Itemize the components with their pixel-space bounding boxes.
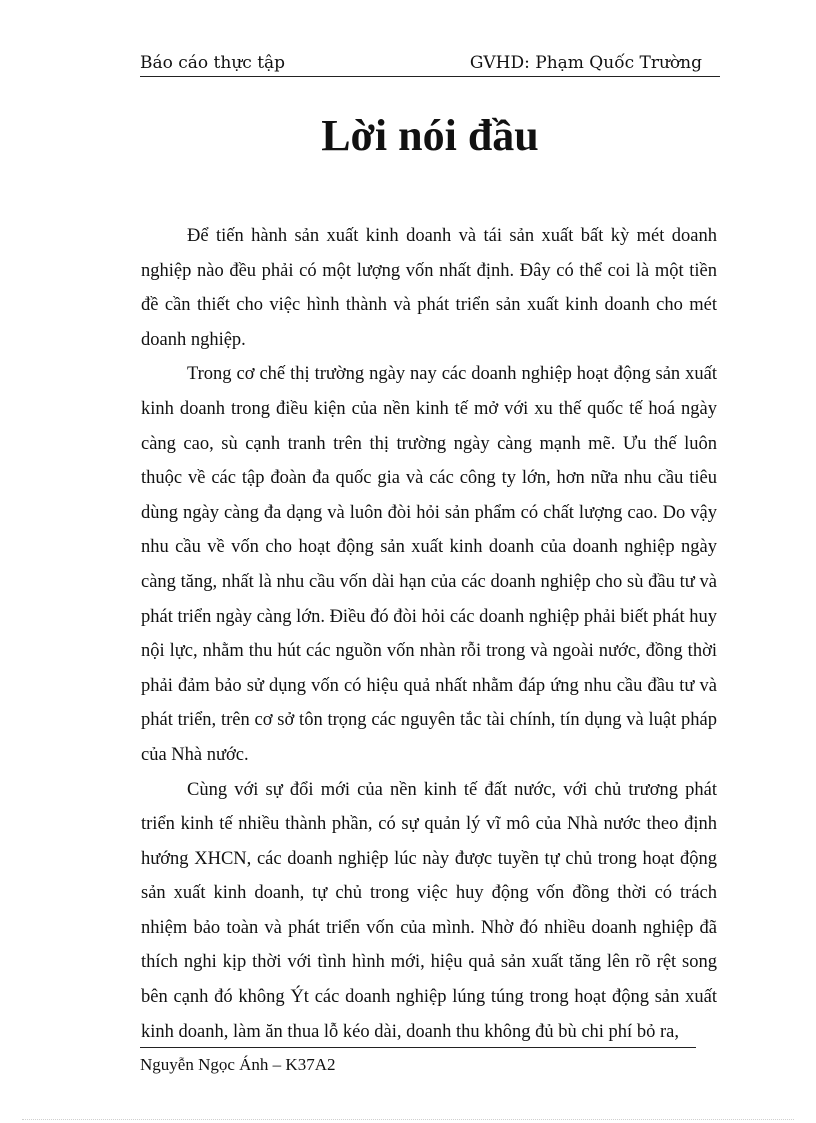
body-text	[141, 219, 717, 1049]
page-edge	[22, 1119, 794, 1120]
paragraph: Cùng với sự đổi mới của nền kinh tế đất nước, với chủ trương phát triển kinh tế nhiều thành phần, có sự quản lý vĩ mô của Nhà nước theo định hướng XHCN, các doanh nghiệp lúc này được tuyền tự chủ trong hoạt động sản xuất kinh doanh, tự chủ trong việc huy động vốn đồng thời có trách nhiệm bảo toàn và phát triển vốn của mình. Nhờ đó nhiều doanh nghiệp đã thích nghi kịp thời với tình hình mới, hiệu quả sản xuất tăng lên rõ rệt song bên cạnh đó không Ýt các doanh nghiệp lúng túng trong hoạt động sản xuất kinh doanh, làm ăn thua lỗ kéo dài, doanh thu không đủ bù chi phí bỏ ra,	[141, 779, 717, 1042]
header-supervisor: GVHD: Phạm Quốc Trường	[469, 53, 702, 73]
page-header	[140, 52, 720, 77]
footer-author: Nguyễn Ngọc Ánh – K37A2	[140, 1055, 336, 1074]
header-report-title: Báo cáo thực tập	[140, 53, 286, 73]
page-title: Lời nói đầu	[321, 111, 539, 160]
paragraph: Để tiến hành sản xuất kinh doanh và tái sản xuất bất kỳ mét doanh nghiệp nào đều phải có một lượng vốn nhất định. Đây có thể coi là một tiền đề cần thiết cho việc hình thành và phát triển sản xuất kinh doanh cho mét doanh nghiệp.	[141, 226, 717, 350]
footer-divider	[140, 1047, 696, 1048]
paragraph: Trong cơ chế thị trường ngày nay các doanh nghiệp hoạt động sản xuất kinh doanh trong điều kiện của nền kinh tế mở với xu thế quốc tế hoá ngày càng cao, sù cạnh tranh trên thị trường ngày càng mạnh mẽ. Ưu thế luôn thuộc về các tập đoàn đa quốc gia và các công ty lớn, hơn nữa nhu cầu tiêu dùng ngày càng đa dạng và luôn đòi hỏi sản phẩm có chất lượng cao. Do vậy nhu cầu về vốn cho hoạt động sản xuất kinh doanh của doanh nghiệp ngày càng tăng, nhất là nhu cầu vốn dài hạn của các doanh nghiệp cho sù đầu tư và phát triển ngày càng lớn. Điều đó đòi hỏi các doanh nghiệp phải biết phát huy nội lực, nhằm thu hút các nguồn vốn nhàn rỗi trong và ngoài nước, đồng thời phải đảm bảo sử dụng vốn có hiệu quả nhất nhằm đáp ứng nhu cầu đầu tư và phát triển, trên cơ sở tôn trọng các nguyên tắc tài chính, tín dụng và luật pháp của Nhà nước.	[141, 364, 717, 765]
